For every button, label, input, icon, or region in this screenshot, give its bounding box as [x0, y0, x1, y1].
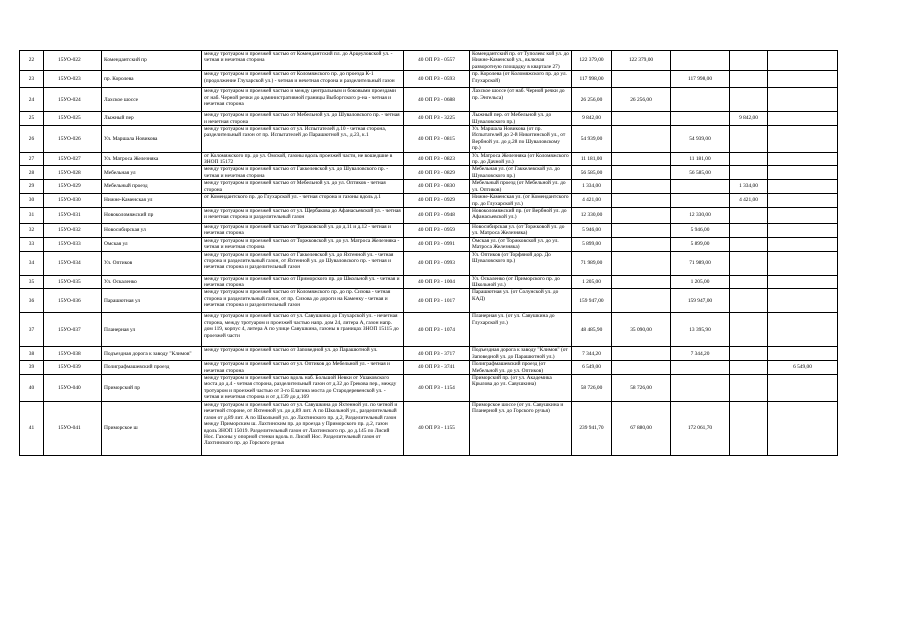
area-value-4 [768, 207, 838, 223]
table-row [20, 361, 838, 375]
area-value-3 [730, 207, 768, 223]
area-value-3 [730, 223, 768, 237]
table-row [20, 313, 838, 347]
area-total: 6 549,00 [572, 361, 612, 375]
table-row [20, 207, 838, 223]
row-number: 34 [20, 251, 44, 275]
object-code: 15УО-025 [44, 112, 102, 126]
area-value-2: 5 899,00 [671, 237, 730, 251]
area-value-4 [768, 251, 838, 275]
road-segment: Ул. Оскаленко (от Приморского пр. до Школьной ул.) [470, 275, 572, 289]
area-value-4 [768, 347, 838, 361]
row-number: 33 [20, 237, 44, 251]
area-total: 26 256,00 [572, 88, 612, 112]
area-total: 5 946,00 [572, 223, 612, 237]
location-description: между тротуаром и проезжей частью от ул. Щербакова до Афанасьевской ул. - четная и нечетная сторона и разделительный газон [202, 207, 404, 223]
area-value-1: 58 726,00 [612, 374, 671, 401]
area-value-4 [768, 180, 838, 194]
road-id: 40 ОП РЗ - 1154 [404, 374, 470, 401]
area-value-4 [768, 237, 838, 251]
area-total: 4 421,00 [572, 194, 612, 208]
area-total: 5 899,00 [572, 237, 612, 251]
object-code: 15УО-040 [44, 374, 102, 401]
area-value-3: 9 842,00 [730, 112, 768, 126]
area-total: 239 941,70 [572, 401, 612, 455]
road-segment: Ул. Оптиков (от Торфяной дор. До Шуваловского пр.) [470, 251, 572, 275]
street-name: Парашютная ул [102, 289, 202, 313]
table-row [20, 194, 838, 208]
object-code: 15УО-030 [44, 194, 102, 208]
road-id: 40 ОП РЗ - 0959 [404, 223, 470, 237]
location-description: от Комендантского пр. до Глухарской ул. - четная сторона и газоны вдоль д.1 [202, 194, 404, 208]
area-total: 54 939,00 [572, 126, 612, 153]
table-row [20, 237, 838, 251]
area-value-3 [730, 237, 768, 251]
road-segment: Мебельная ул. (от Гаккелевской ул. до Шуваловского пр.) [470, 166, 572, 180]
area-total: 7 344,20 [572, 347, 612, 361]
street-name: Нижне-Каменская ул [102, 194, 202, 208]
road-segment: Лахское шоссе (от наб. Черной речки до пр. Энгельса) [470, 88, 572, 112]
area-value-3 [730, 313, 768, 347]
road-id: 40 ОП РЗ - 0991 [404, 237, 470, 251]
area-value-1 [612, 180, 671, 194]
road-id: 40 ОП РЗ - 1155 [404, 401, 470, 455]
location-description: между тротуаром и проезжей частью и между центральным и боковыми проездами от наб. Черной речки до административной границы Выборгского р-на - четная и нечетная сторона [202, 88, 404, 112]
table-row [20, 152, 838, 166]
row-number: 37 [20, 313, 44, 347]
table-row [20, 251, 838, 275]
area-value-1 [612, 152, 671, 166]
area-total: 1 205,00 [572, 275, 612, 289]
area-value-4: 6 549,00 [768, 361, 838, 375]
area-value-1 [612, 237, 671, 251]
table-row [20, 347, 838, 361]
area-value-1 [612, 251, 671, 275]
street-name: Мебельный проезд [102, 180, 202, 194]
object-code: 15УО-041 [44, 401, 102, 455]
area-value-2: 5 946,00 [671, 223, 730, 237]
area-value-1 [612, 194, 671, 208]
location-description: между тротуаром и проезжей частью от Мебельной ул. до ул. Оптиков - четная сторона [202, 180, 404, 194]
street-name: Приморское ш [102, 401, 202, 455]
object-code: 15УО-039 [44, 361, 102, 375]
location-description: между тротуаром и проезжей частью от Гаккелевской ул. до Яхтенной ул. - четная сторона и разделительный газон, от Яхтенной ул. до Шуваловского пр. - четная и нечетная сторона и разделительный газон [202, 251, 404, 275]
location-description: между тротуаром и проезжей частью от Коломяжского пр. до проезда К-1 (продолжение Глухарской ул.) - четная и нечетная сторона и разделительный газон [202, 71, 404, 88]
location-description: между тротуаром и проезжей частью от Заповедной ул. до Парашютной ул. [202, 347, 404, 361]
row-number: 41 [20, 401, 44, 455]
object-code: 15УО-037 [44, 313, 102, 347]
road-segment: Приморское шоссе (от ул. Савушкина и Планерной ул. до Горского ручья) [470, 401, 572, 455]
area-total: 58 726,00 [572, 374, 612, 401]
road-id: 40 ОП РЗ - 0948 [404, 207, 470, 223]
object-code: 15УО-032 [44, 223, 102, 237]
row-number: 25 [20, 112, 44, 126]
road-id: 40 ОП РЗ - 1017 [404, 289, 470, 313]
street-name: Ул. Оптиков [102, 251, 202, 275]
street-name: Новоколомяжский пр [102, 207, 202, 223]
area-value-3 [730, 361, 768, 375]
street-name: Подъездная дорога к заводу "Климов" [102, 347, 202, 361]
object-code: 15УО-036 [44, 289, 102, 313]
road-segment: Приморский пр. (от ул. Академика Крылова до ул. Савушкина) [470, 374, 572, 401]
street-name: Лыжный пер [102, 112, 202, 126]
table-row [20, 275, 838, 289]
road-segment: Нижне-Каменская ул. (от Комендантского пр. до Глухарской ул.) [470, 194, 572, 208]
table-row [20, 289, 838, 313]
area-value-2: 56 585,00 [671, 166, 730, 180]
road-segment: Полиграфмашевский проезд (от Мебельной ул. до ул. Оптиков) [470, 361, 572, 375]
table-row [20, 374, 838, 401]
area-total: 9 842,00 [572, 112, 612, 126]
area-value-1 [612, 275, 671, 289]
table-row [20, 71, 838, 88]
area-value-2: 12 330,00 [671, 207, 730, 223]
street-name: Приморский пр [102, 374, 202, 401]
area-value-1 [612, 223, 671, 237]
street-name: Ул. Матроса Железняка [102, 152, 202, 166]
object-code: 15УО-022 [44, 51, 102, 71]
area-value-2: 1 205,00 [671, 275, 730, 289]
table-row [20, 180, 838, 194]
object-code: 15УО-023 [44, 71, 102, 88]
table-row [20, 166, 838, 180]
area-value-2 [671, 361, 730, 375]
location-description: между тротуаром и проезжей частью от ул. Савушкина до Глухарской ул. - нечетная сторона, между тротуаром и проезжей частью напр. дом 24, литера А, газон напр. дом 119, корпус 4, литера А по улице Савушкина, газоны в границах ЗНОП 15115 до проезжей части [202, 313, 404, 347]
area-total: 56 585,00 [572, 166, 612, 180]
road-id: 40 ОП РЗ - 1004 [404, 275, 470, 289]
location-description: между тротуаром и проезжей частью от Приморского пр. до Школьной ул. - четная и нечетная сторона [202, 275, 404, 289]
area-total: 12 330,00 [572, 207, 612, 223]
row-number: 27 [20, 152, 44, 166]
area-value-1 [612, 347, 671, 361]
row-number: 35 [20, 275, 44, 289]
street-name: Мебельная ул [102, 166, 202, 180]
area-value-3: 4 421,00 [730, 194, 768, 208]
road-id: 40 ОП РЗ - 0829 [404, 166, 470, 180]
area-value-3: 1 334,00 [730, 180, 768, 194]
area-value-2: 117 998,00 [671, 71, 730, 88]
area-value-1 [612, 166, 671, 180]
area-value-2 [671, 112, 730, 126]
area-value-1: 67 880,00 [612, 401, 671, 455]
area-value-2: 54 939,00 [671, 126, 730, 153]
road-id: 40 ОП РЗ - 3717 [404, 347, 470, 361]
area-value-3 [730, 88, 768, 112]
area-value-4 [768, 126, 838, 153]
area-total: 159 947,00 [572, 289, 612, 313]
table-row [20, 126, 838, 153]
area-value-4 [768, 374, 838, 401]
area-value-1 [612, 207, 671, 223]
area-value-2: 13 395,90 [671, 313, 730, 347]
road-segment: пр. Королева (от Коломяжского пр. до ул. Глухарской) [470, 71, 572, 88]
row-number: 23 [20, 71, 44, 88]
area-total: 1 334,00 [572, 180, 612, 194]
table-body [20, 51, 838, 456]
area-value-4 [768, 166, 838, 180]
road-segment: Комендантский пр. от Туполевс кой ул. до Нижне-Каменской ул., включая разворотную площадку в квартале 27) [470, 51, 572, 71]
location-description: между тротуаром и проезжей частью от Торжковской ул. до ул. Матроса Железняка - четная и нечетная сторона [202, 237, 404, 251]
row-number: 32 [20, 223, 44, 237]
object-code: 15УО-031 [44, 207, 102, 223]
object-code: 15УО-035 [44, 275, 102, 289]
road-id: 40 ОП РЗ - 0823 [404, 152, 470, 166]
area-value-3 [730, 374, 768, 401]
road-id: 40 ОП РЗ - 0993 [404, 251, 470, 275]
table-row [20, 401, 838, 455]
document-sheet [19, 50, 838, 456]
area-value-2 [671, 194, 730, 208]
area-value-3 [730, 347, 768, 361]
road-id: 40 ОП РЗ - 0557 [404, 51, 470, 71]
area-total: 48 485,90 [572, 313, 612, 347]
road-segment: Новоколомяжский пр. (от Вербной ул. до Афанасьевской ул.) [470, 207, 572, 223]
road-segment: Планерная ул. (от ул. Савушкина до Глухарской ул.) [470, 313, 572, 347]
area-value-3 [730, 166, 768, 180]
object-code: 15УО-028 [44, 166, 102, 180]
road-id: 40 ОП РЗ - 0830 [404, 180, 470, 194]
area-value-4 [768, 275, 838, 289]
area-value-4 [768, 51, 838, 71]
road-segment: Лыжный пер. от Мебельной ул. до Шуваловского пр.) [470, 112, 572, 126]
object-code: 15УО-033 [44, 237, 102, 251]
area-value-2 [671, 374, 730, 401]
area-value-1 [612, 289, 671, 313]
location-description: между тротуаром и проезжей частью от ул. Савушкина до Яхтенной ул. по четной и нечетной стороне, от Яхтенной ул. до д.89 лит. А по Школьной ул., разделительный газон от д.89 лит. А по Школьной ул. до Лахтинского пр. д.2, Разделительный газон между Приморским ш. Лахтинским пр. до проезда у Приморского пр. д.2, газон вдоль ЗНОП 15019. Разделительный газон от Лахтинского пр. до д.145 по Лисий Нос. Газоны у опорной стенки вдоль п. Лисий Нос. Разделительный газон от Лахтинского пр. до Горского ручья [202, 401, 404, 455]
row-number: 39 [20, 361, 44, 375]
area-value-4 [768, 88, 838, 112]
area-value-1: 35 090,00 [612, 313, 671, 347]
road-segment: Парашютная ул. (от Солунской ул. до КАД) [470, 289, 572, 313]
location-description: между тротуаром и проезжей частью от Гаккелевской ул. до Шуваловского пр. - четная и нечетная сторона [202, 166, 404, 180]
road-segment: Новосибирская ул. (от Торжковой ул. до ул. Матроса Железняка) [470, 223, 572, 237]
road-id: 40 ОП РЗ - 0815 [404, 126, 470, 153]
row-number: 29 [20, 180, 44, 194]
street-name: Омская ул [102, 237, 202, 251]
area-value-2: 11 181,00 [671, 152, 730, 166]
area-value-4 [768, 152, 838, 166]
road-id: 40 ОП РЗ - 0593 [404, 71, 470, 88]
street-name: Планерная ул [102, 313, 202, 347]
object-code: 15УО-029 [44, 180, 102, 194]
location-description: от Коломяжского пр. до ул. Омской, газоны вдоль проезжей части, не вошедшие в ЗНОП 15172 [202, 152, 404, 166]
area-value-1 [612, 112, 671, 126]
road-segment: Подъездная дорога к заводу "Климов" (от Заповедной ул. до Парашютной ул.) [470, 347, 572, 361]
road-id: 40 ОП РЗ - 3225 [404, 112, 470, 126]
table-row [20, 51, 838, 71]
green-areas-table [19, 50, 838, 456]
area-value-2: 7 344,20 [671, 347, 730, 361]
area-value-2 [671, 51, 730, 71]
area-value-3 [730, 152, 768, 166]
area-value-4 [768, 289, 838, 313]
area-total: 11 181,00 [572, 152, 612, 166]
road-id: 40 ОП РЗ - 0688 [404, 88, 470, 112]
area-value-3 [730, 289, 768, 313]
area-total: 71 989,00 [572, 251, 612, 275]
area-value-4 [768, 112, 838, 126]
area-value-2: 71 989,00 [671, 251, 730, 275]
area-value-4 [768, 313, 838, 347]
road-segment: Омская ул. (от Торжковской ул. до ул. Матроса Железняка) [470, 237, 572, 251]
area-value-4 [768, 223, 838, 237]
row-number: 24 [20, 88, 44, 112]
area-value-4 [768, 71, 838, 88]
row-number: 31 [20, 207, 44, 223]
row-number: 30 [20, 194, 44, 208]
area-value-4 [768, 401, 838, 455]
row-number: 38 [20, 347, 44, 361]
area-value-3 [730, 401, 768, 455]
street-name: Полиграфмашевский проезд [102, 361, 202, 375]
object-code: 15УО-027 [44, 152, 102, 166]
location-description: между тротуаром и проезжей частью от Мебельной ул. до Шуваловского пр. - четная и нечетная сторона [202, 112, 404, 126]
street-name: Ул. Оскаленко [102, 275, 202, 289]
area-value-1: 26 256,00 [612, 88, 671, 112]
location-description: между тротуаром и проезжей частью от Торжковской ул. до д.11 и д.12 - четная и нечетная сторона [202, 223, 404, 237]
area-value-3 [730, 51, 768, 71]
area-total: 117 998,00 [572, 71, 612, 88]
area-value-4 [768, 194, 838, 208]
road-segment: Ул. Маршала Новикова (от пр. Испытателей до 2-й Никитинской ул., от Вербной ул. до д.28 по Шуваловскому пр.) [470, 126, 572, 153]
row-number: 28 [20, 166, 44, 180]
street-name: пр. Королева [102, 71, 202, 88]
area-value-2: 172 061,70 [671, 401, 730, 455]
road-segment: Мебельный проезд (от Мебельной ул. до ул. Оптиков) [470, 180, 572, 194]
row-number: 40 [20, 374, 44, 401]
area-value-2 [671, 88, 730, 112]
object-code: 15УО-026 [44, 126, 102, 153]
street-name: Лахское шоссе [102, 88, 202, 112]
area-value-3 [730, 275, 768, 289]
table-row [20, 112, 838, 126]
road-segment: Ул. Матроса Железняка (от Коломяжского пр. до Дачной ул.) [470, 152, 572, 166]
location-description: между тротуаром и проезжей частью от Комендантский пл. до Арцеуловской ул. - четная и нечетная сторона [202, 51, 404, 71]
object-code: 15УО-038 [44, 347, 102, 361]
road-id: 40 ОП РЗ - 0929 [404, 194, 470, 208]
area-value-1: 122 379,00 [612, 51, 671, 71]
area-value-2 [671, 180, 730, 194]
location-description: между тротуаром и проезжей частью вдоль наб. Большой Невки от Ушаковского моста до д.4 - четная сторона, разделительный газон от д.32 до Грекова пер., между тротуаром и проезжей частью от 3-го Елагина моста до Стародеревенской ул. - четная и нечетная сторона и от д.139 до д.169 [202, 374, 404, 401]
area-value-3 [730, 126, 768, 153]
location-description: между тротуаром и проезжей частью от ул. Оптиков до Мебельной ул. - четная и нечетная сторона [202, 361, 404, 375]
row-number: 36 [20, 289, 44, 313]
area-total: 122 379,00 [572, 51, 612, 71]
street-name: Ул. Маршала Новикова [102, 126, 202, 153]
area-value-3 [730, 251, 768, 275]
road-id: 40 ОП РЗ - 3741 [404, 361, 470, 375]
area-value-2: 159 947,00 [671, 289, 730, 313]
area-value-1 [612, 126, 671, 153]
street-name: Новосибирская ул [102, 223, 202, 237]
row-number: 22 [20, 51, 44, 71]
location-description: между тротуаром и проезжей частью от ул. Испытателей д.10 - четная сторона, разделительный газон от пр. Испытателей до Парашютной ул., д.23, к.1 [202, 126, 404, 153]
table-row [20, 223, 838, 237]
area-value-1 [612, 71, 671, 88]
object-code: 15УО-024 [44, 88, 102, 112]
area-value-3 [730, 71, 768, 88]
street-name: Комендантский пр [102, 51, 202, 71]
object-code: 15УО-034 [44, 251, 102, 275]
area-value-1 [612, 361, 671, 375]
road-id: 40 ОП РЗ - 1074 [404, 313, 470, 347]
table-row [20, 88, 838, 112]
row-number: 26 [20, 126, 44, 153]
location-description: между тротуаром и проезжей частью от Коломяжского пр. до пр. Сизова - четная сторона и разделительный газон, от пр. Сизова до дороги на Каменку - четная и нечетная сторона и разделительный газон [202, 289, 404, 313]
